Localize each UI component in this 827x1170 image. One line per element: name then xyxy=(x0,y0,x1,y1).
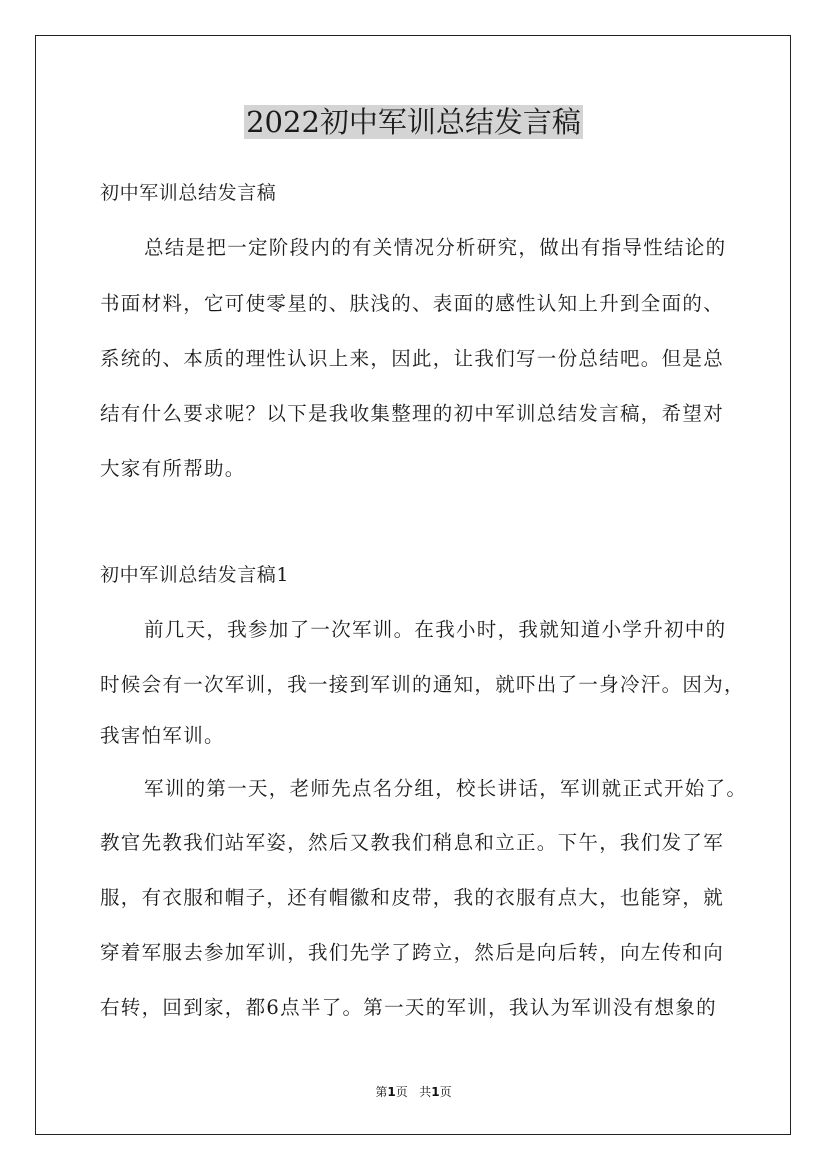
footer-total-number: 1 xyxy=(431,1085,440,1099)
intro-heading: 初中军训总结发言稿 xyxy=(100,182,277,204)
footer-total-prefix: 共 xyxy=(419,1085,432,1099)
para1-line-3: 我害怕军训。 xyxy=(100,724,225,747)
footer-total-suffix: 页 xyxy=(439,1085,452,1099)
section-heading: 初中军训总结发言稿1 xyxy=(100,564,290,586)
document-title-text: 2022初中军训总结发言稿 xyxy=(246,105,581,139)
document-title xyxy=(0,102,827,142)
para2-line-1: 军训的第一天，老师先点名分组，校长讲话，军训就正式开始了。 xyxy=(144,777,748,800)
para2-line-5: 右转，回到家，都6点半了。第一天的军训，我认为军训没有想象的 xyxy=(100,996,717,1019)
para1-line-2: 时候会有一次军训，我一接到军训的通知，就吓出了一身冷汗。因为， xyxy=(100,673,745,696)
footer-page-suffix: 页 xyxy=(395,1085,408,1099)
para2-line-2: 教官先教我们站军姿，然后又教我们稍息和立正。下午，我们发了军 xyxy=(100,831,725,854)
intro-line-3: 系统的、本质的理性认识上来，因此，让我们写一份总结吧。但是总 xyxy=(100,347,725,370)
para2-line-3: 服，有衣服和帽子，还有帽徽和皮带，我的衣服有点大，也能穿，就 xyxy=(100,886,725,909)
intro-line-1: 总结是把一定阶段内的有关情况分析研究，做出有指导性结论的 xyxy=(144,236,727,259)
footer-page-number: 1 xyxy=(387,1085,396,1099)
intro-line-5: 大家有所帮助。 xyxy=(100,457,246,480)
para1-line-1: 前几天，我参加了一次军训。在我小时，我就知道小学升初中的 xyxy=(144,618,727,641)
intro-line-2: 书面材料，它可使零星的、肤浅的、表面的感性认知上升到全面的、 xyxy=(100,292,725,315)
intro-line-4: 结有什么要求呢？以下是我收集整理的初中军训总结发言稿，希望对 xyxy=(100,402,725,425)
page-footer xyxy=(0,1084,827,1100)
footer-page-prefix: 第 xyxy=(375,1085,388,1099)
para2-line-4: 穿着军服去参加军训，我们先学了跨立，然后是向后转，向左传和向 xyxy=(100,941,725,964)
